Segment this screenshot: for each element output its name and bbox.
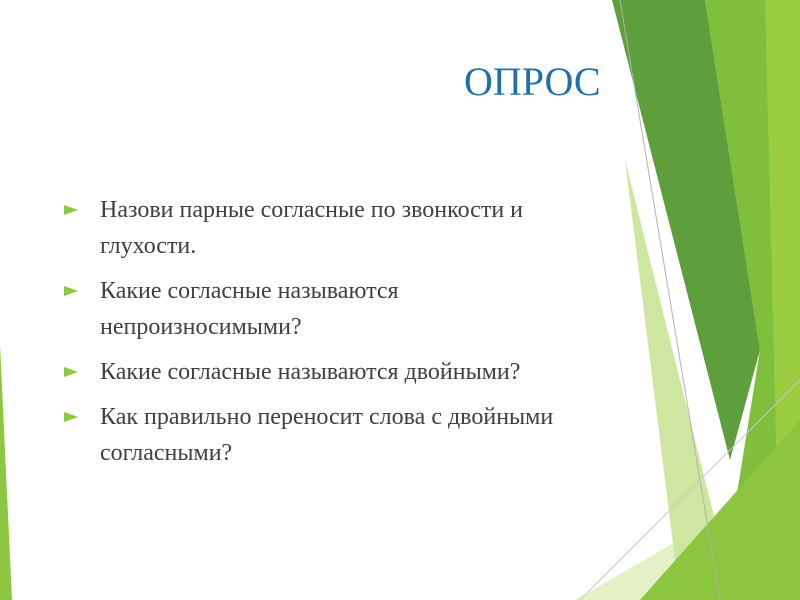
bullet-text-1: Назови парные согласные по звонкости и глухости. [100,197,523,259]
bullet-item-3 [64,354,604,390]
triangle-bullet-icon [64,367,78,377]
bullet-text-3: Какие согласные называются двойными? [100,359,521,385]
bullet-item-1 [64,192,604,264]
bullet-item-4 [64,399,604,471]
bullet-item-2 [64,273,604,345]
triangle-bullet-icon [64,412,78,422]
triangle-bullet-icon [64,286,78,296]
bullet-text-4: Как правильно переносит слова с двойными согласными? [100,404,554,466]
bullet-text-2: Какие согласные называются непроизносимыми? [100,278,399,340]
triangle-bullet-icon [64,205,78,215]
bullet-list [64,192,604,480]
slide-title: ОПРОС [464,59,601,104]
left-edge-stripe [0,345,12,600]
